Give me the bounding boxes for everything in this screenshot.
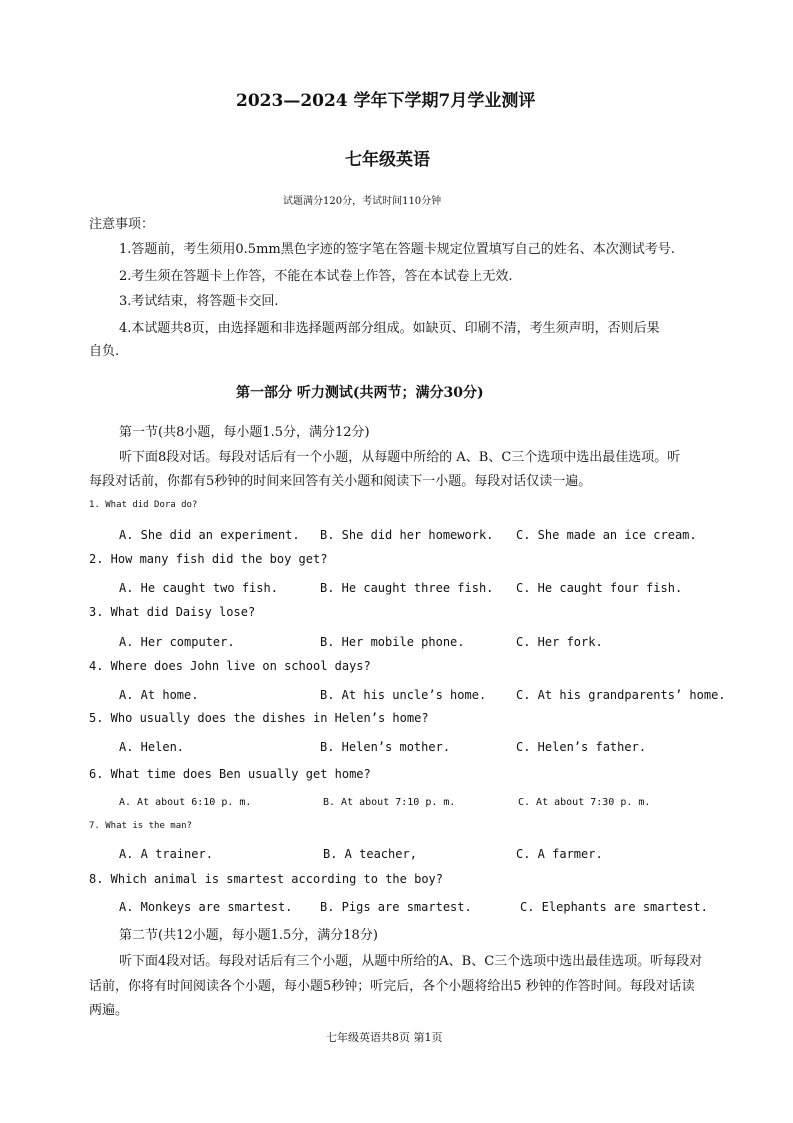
notes-heading: 注意事项：: [89, 217, 155, 232]
q3-option-b: B. Her mobile phone.: [320, 635, 465, 649]
question-1: 1. What did Dora do?: [89, 500, 198, 510]
section2-instructions-line2: 话前，你将有时间阅读各个小题，每小题5秒钟；听完后，各个小题将给出5 秒钟的作答时间。每段对话读: [89, 979, 695, 994]
page-subtitle: 七年级英语: [345, 150, 430, 170]
question-6: 6. What time does Ben usually get home?: [89, 767, 371, 781]
q4-option-a: A. At home.: [119, 688, 199, 702]
section2-heading: 第二节(共12小题，每小题1.5分，满分18分): [119, 928, 378, 943]
question-7: 7. What is the man?: [89, 821, 192, 831]
q4-option-b: B. At his uncle’s home.: [320, 688, 487, 702]
section2-instructions-line3: 两遍。: [89, 1003, 129, 1018]
question-2: 2. How many fish did the boy get?: [89, 552, 328, 566]
q7-option-b: B. A teacher,: [323, 847, 417, 861]
section1-instructions-line2: 每段对话前，你都有5秒钟的时间来回答有关小题和阅读下一小题。每段对话仅读一遍。: [89, 474, 592, 489]
note-item-4-cont: 自负.: [89, 344, 120, 359]
question-4: 4. Where does John live on school days?: [89, 659, 371, 673]
section1-heading: 第一节(共8小题，每小题1.5分，满分12分): [119, 425, 370, 440]
note-item-2: 2.考生须在答题卡上作答，不能在本试卷上作答，答在本试卷上无效.: [119, 269, 513, 284]
note-item-1: 1.答题前，考生须用0.5mm黑色字迹的签字笔在答题卡规定位置填写自己的姓名、本次测试考号.: [119, 242, 675, 257]
note-item-4: 4.本试题共8页，由选择题和非选择题两部分组成。如缺页、印刷不清，考生须声明，否则后果: [119, 321, 660, 336]
q1-option-b: B. She did her homework.: [320, 528, 494, 542]
q6-option-b: B. At about 7:10 p. m.: [323, 797, 456, 808]
question-5: 5. Who usually does the dishes in Helen’s home?: [89, 711, 429, 725]
section2-instructions-line1: 听下面4段对话。每段对话后有三个小题，从题中所给的A、B、C三个选项中选出最佳选项。听每段对: [119, 954, 703, 969]
q2-option-a: A. He caught two fish.: [119, 581, 278, 595]
part1-heading: 第一部分 听力测试(共两节；满分30分): [236, 385, 484, 401]
q2-option-b: B. He caught three fish.: [320, 581, 494, 595]
q3-option-c: C. Her fork.: [516, 635, 603, 649]
question-3: 3. What did Daisy lose?: [89, 605, 256, 619]
q4-option-c: C. At his grandparents’ home.: [516, 688, 726, 702]
q7-option-c: C. A farmer.: [516, 847, 603, 861]
page-title: 2023—2024 学年下学期7月学业测评: [236, 91, 536, 111]
q3-option-a: A. Her computer.: [119, 635, 235, 649]
q1-option-a: A. She did an experiment.: [119, 528, 300, 542]
section1-instructions-line1: 听下面8段对话。每段对话后有一个小题，从每题中所给的 A、B、C三个选项中选出最佳选项。听: [119, 450, 681, 465]
q5-option-a: A. Helen.: [119, 740, 185, 754]
q8-option-b: B. Pigs are smartest.: [320, 900, 472, 914]
exam-meta: 试题满分120分，考试时间110分钟: [283, 196, 442, 207]
q6-option-a: A. At about 6:10 p. m.: [119, 797, 252, 808]
q8-option-a: A. Monkeys are smartest.: [119, 900, 293, 914]
note-item-3: 3.考试结束，将答题卡交回.: [119, 294, 279, 309]
q5-option-b: B. Helen’s mother.: [320, 740, 451, 754]
question-8: 8. Which animal is smartest according to the boy?: [89, 872, 444, 886]
q5-option-c: C. Helen’s father.: [516, 740, 647, 754]
page-footer: 七年级英语共8页 第1页: [326, 1031, 443, 1044]
q2-option-c: C. He caught four fish.: [516, 581, 683, 595]
q7-option-a: A. A trainer.: [119, 847, 213, 861]
q8-option-c: C. Elephants are smartest.: [520, 900, 708, 914]
q1-option-c: C. She made an ice cream.: [516, 528, 697, 542]
q6-option-c: C. At about 7:30 p. m.: [518, 797, 651, 808]
